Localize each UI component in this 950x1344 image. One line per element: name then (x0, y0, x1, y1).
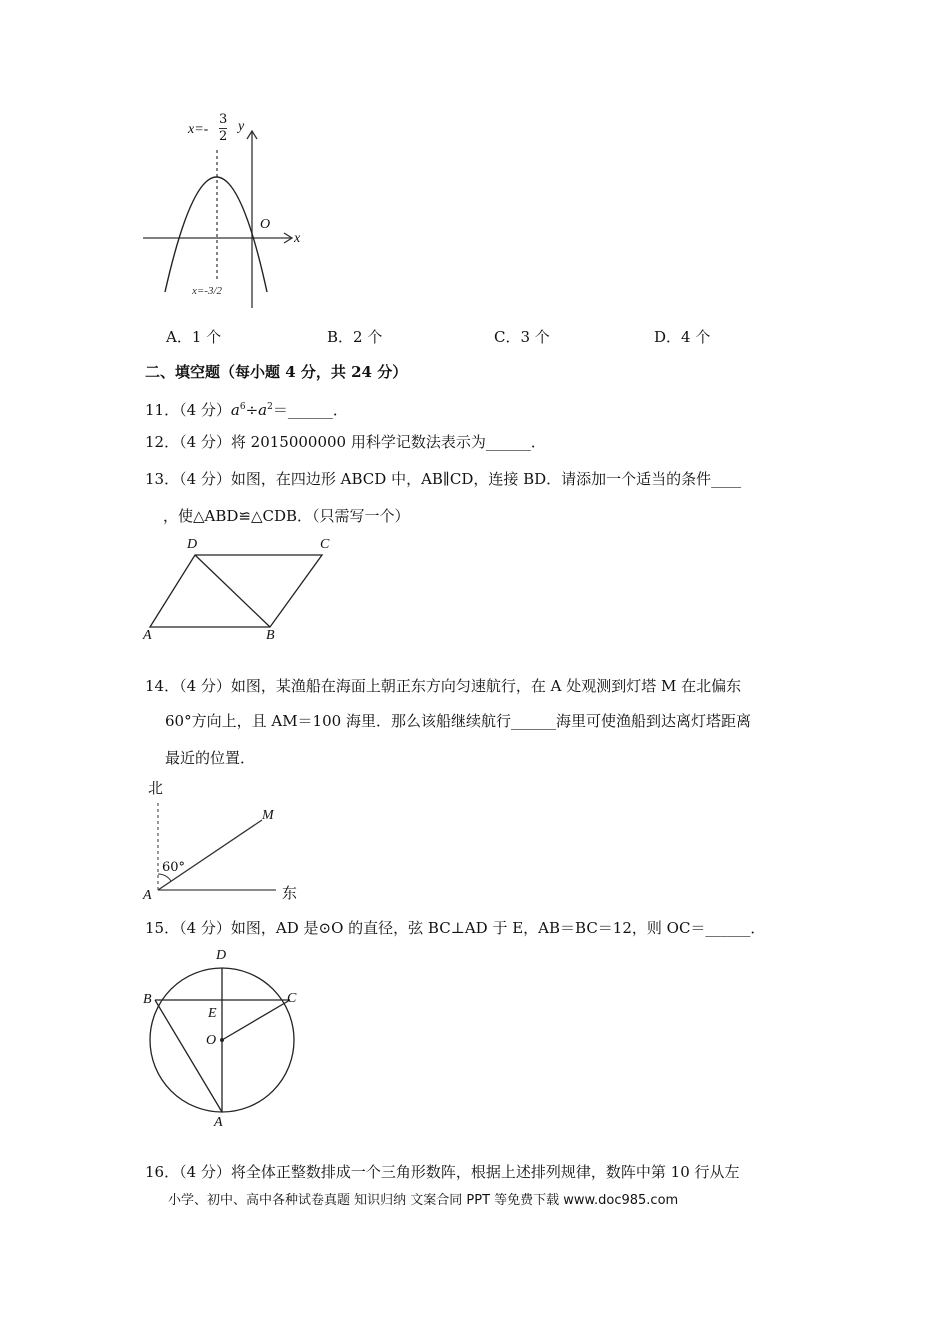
label-d15: D (216, 948, 227, 963)
label-angle: 60° (162, 860, 186, 875)
question-11 (145, 397, 348, 420)
label-a14: A (143, 888, 152, 903)
diagonal-bd (195, 555, 270, 627)
segment-oc (222, 1000, 290, 1040)
symmetry-axis-label: x=-3/2 (192, 285, 223, 297)
center-point (220, 1038, 224, 1042)
question-14-line1: 14．（4 分）如图，某渔船在海面上朝正东方向匀速航行，在 A 处观测到灯塔 M 在北偏东 (145, 677, 742, 695)
question-14-line3: 最近的位置． (165, 749, 256, 767)
fraction-numerator: 3 (219, 112, 228, 127)
q11-base1: a (230, 401, 240, 419)
label-a: A (143, 628, 152, 643)
q11-base2: a (258, 401, 268, 419)
x-axis-label: x (294, 231, 301, 246)
y-axis-label: y (238, 119, 245, 134)
label-c: C (320, 537, 330, 552)
option-a: A．1 个 (166, 328, 222, 346)
label-m: M (262, 808, 274, 823)
q11-exp1: 6 (239, 402, 246, 412)
label-b: B (266, 628, 275, 643)
line-am (158, 820, 262, 890)
label-d: D (187, 537, 198, 552)
question-13-line2: ，使△ABD≌△CDB．（只需写一个） (163, 507, 410, 525)
label-b15: B (143, 992, 152, 1007)
question-15: 15．（4 分）如图，AD 是⊙O 的直径，弦 BC⊥AD 于 E，AB＝BC＝12，则 OC＝______． (145, 919, 766, 937)
q11-suffix: ＝______． (272, 401, 348, 419)
option-c: C．3 个 (494, 328, 550, 346)
label-e15: E (208, 1006, 217, 1021)
q11-prefix: 11．（4 分） (145, 401, 231, 419)
label-east: 东 (282, 884, 298, 902)
footer-text: 小学、初中、高中各种试卷真题 知识归纳 文案合同 PPT 等免费下载 www.doc985.com (168, 1193, 679, 1208)
label-a15: A (214, 1115, 223, 1130)
label-c15: C (287, 991, 297, 1006)
option-b: B．2 个 (327, 328, 383, 346)
fraction-denominator: 2 (219, 129, 228, 144)
q11-exp2: 2 (267, 402, 273, 412)
question-12: 12．（4 分）将 2015000000 用科学记数法表示为______． (145, 433, 546, 451)
question-14-line2: 60°方向上，且 AM＝100 海里．那么该船继续航行______海里可使渔船到达离灯塔距离 (165, 712, 751, 730)
section-heading: 二、填空题（每小题 4 分，共 24 分） (145, 363, 408, 381)
question-16: 16．（4 分）将全体正整数排成一个三角形数阵，根据上述排列规律，数阵中第 10 行从左 (145, 1163, 740, 1181)
parallelogram-abcd (150, 555, 322, 627)
question-13-line1: 13．（4 分）如图，在四边形 ABCD 中，AB∥CD，连接 BD．请添加一个适当的条件____ (145, 470, 742, 488)
label-north: 北 (148, 779, 164, 797)
option-d: D．4 个 (654, 328, 711, 346)
origin-label: O (260, 217, 271, 232)
q11-op: ÷ (245, 401, 259, 419)
label-o15: O (206, 1033, 217, 1048)
symmetry-axis-label-prefix: x=- (188, 122, 209, 137)
